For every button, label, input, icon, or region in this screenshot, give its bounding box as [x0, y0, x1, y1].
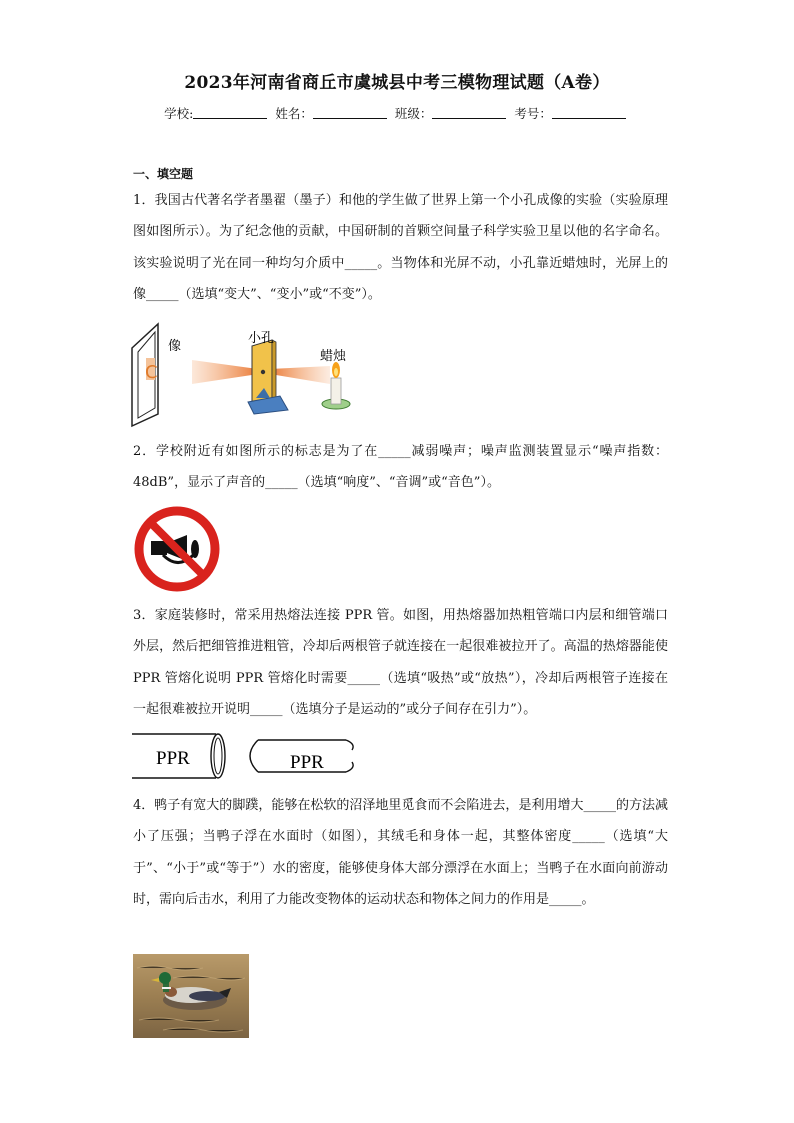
pinhole-camera-figure — [130, 318, 360, 428]
class-label: 班级： — [394, 106, 433, 121]
thin-pipe — [250, 740, 353, 773]
light-beam-right — [270, 366, 330, 384]
exam-number-label: 考号： — [514, 106, 552, 121]
ppr-pipes-figure — [130, 730, 355, 785]
label-pinhole: 小孔 — [248, 331, 275, 346]
name-blank[interactable] — [313, 106, 387, 119]
pipe-label-thin: PPR — [290, 752, 324, 773]
inverted-image — [145, 358, 158, 383]
pinhole-board — [248, 340, 288, 414]
exam-number-blank[interactable] — [552, 106, 626, 119]
school-blank[interactable] — [193, 106, 267, 119]
no-horn-sign-figure — [133, 505, 221, 593]
duck-photo — [133, 954, 249, 1038]
name-label: 姓名： — [275, 106, 313, 121]
question-1-text: 1．我国古代著名学者墨翟（墨子）和他的学生做了世界上第一个小孔成像的实验（实验原理图如图所示）。为了纪念他的贡献，中国研制的首颗空间量子科学实验卫星以他的名字命名。该实验说明了光在同一种均匀介质中_____。当物体和光屏不动，小孔靠近蜡烛时，光屏上的像_____（选填“变大”、“变小”或“不变”）。 — [133, 193, 668, 302]
question-2-text: 2．学校附近有如图所示的标志是为了在_____减弱噪声；噪声监测装置显示“噪声指数：48dB”，显示了声音的_____（选填“响度”、“音调”或“音色”）。 — [133, 444, 668, 491]
question-3-text: 3．家庭装修时，常采用热熔法连接 PPR 管。如图，用热熔器加热粗管端口内层和细管端口外层，然后把细管推进粗管，冷却后两根管子就连接在一起很难被拉开了。高温的热熔器能使 PPR 管熔化说明 PPR 管熔化时需要_____（选填“吸热”或“放热”），冷却后两根管子连接在一起很难被拉开说明_____（选填分子是运动的”或分子间存在引力”）。 — [133, 608, 668, 717]
exam-title: 2023年河南省商丘市虞城县中考三模物理试题（A卷） — [184, 73, 610, 93]
pipe-label-thick: PPR — [156, 748, 190, 769]
question-4-text: 4．鸭子有宽大的脚蹼，能够在松软的沼泽地里觅食而不会陷进去，是利用增大_____的方法减小了压强；当鸭子浮在水面时（如图），其绒毛和身体一起，其整体密度_____（选填“大于”、“小于”或“等于”）水的密度，能够使身体大部分漂浮在水面上；当鸭子在水面向前游动时，需向后击水，利用了力能改变物体的运动状态和物体之间力的作用是_____。 — [133, 798, 668, 907]
student-info-row — [0, 104, 794, 122]
class-blank[interactable] — [432, 106, 506, 119]
svg-text:C: C — [145, 362, 158, 383]
label-image: 像 — [168, 339, 182, 354]
light-beam-left — [192, 360, 258, 384]
school-label: 学校: — [164, 106, 194, 121]
label-candle: 蜡烛 — [320, 349, 347, 364]
thick-pipe — [132, 734, 225, 778]
section-title: 一、填空题 — [133, 167, 194, 181]
